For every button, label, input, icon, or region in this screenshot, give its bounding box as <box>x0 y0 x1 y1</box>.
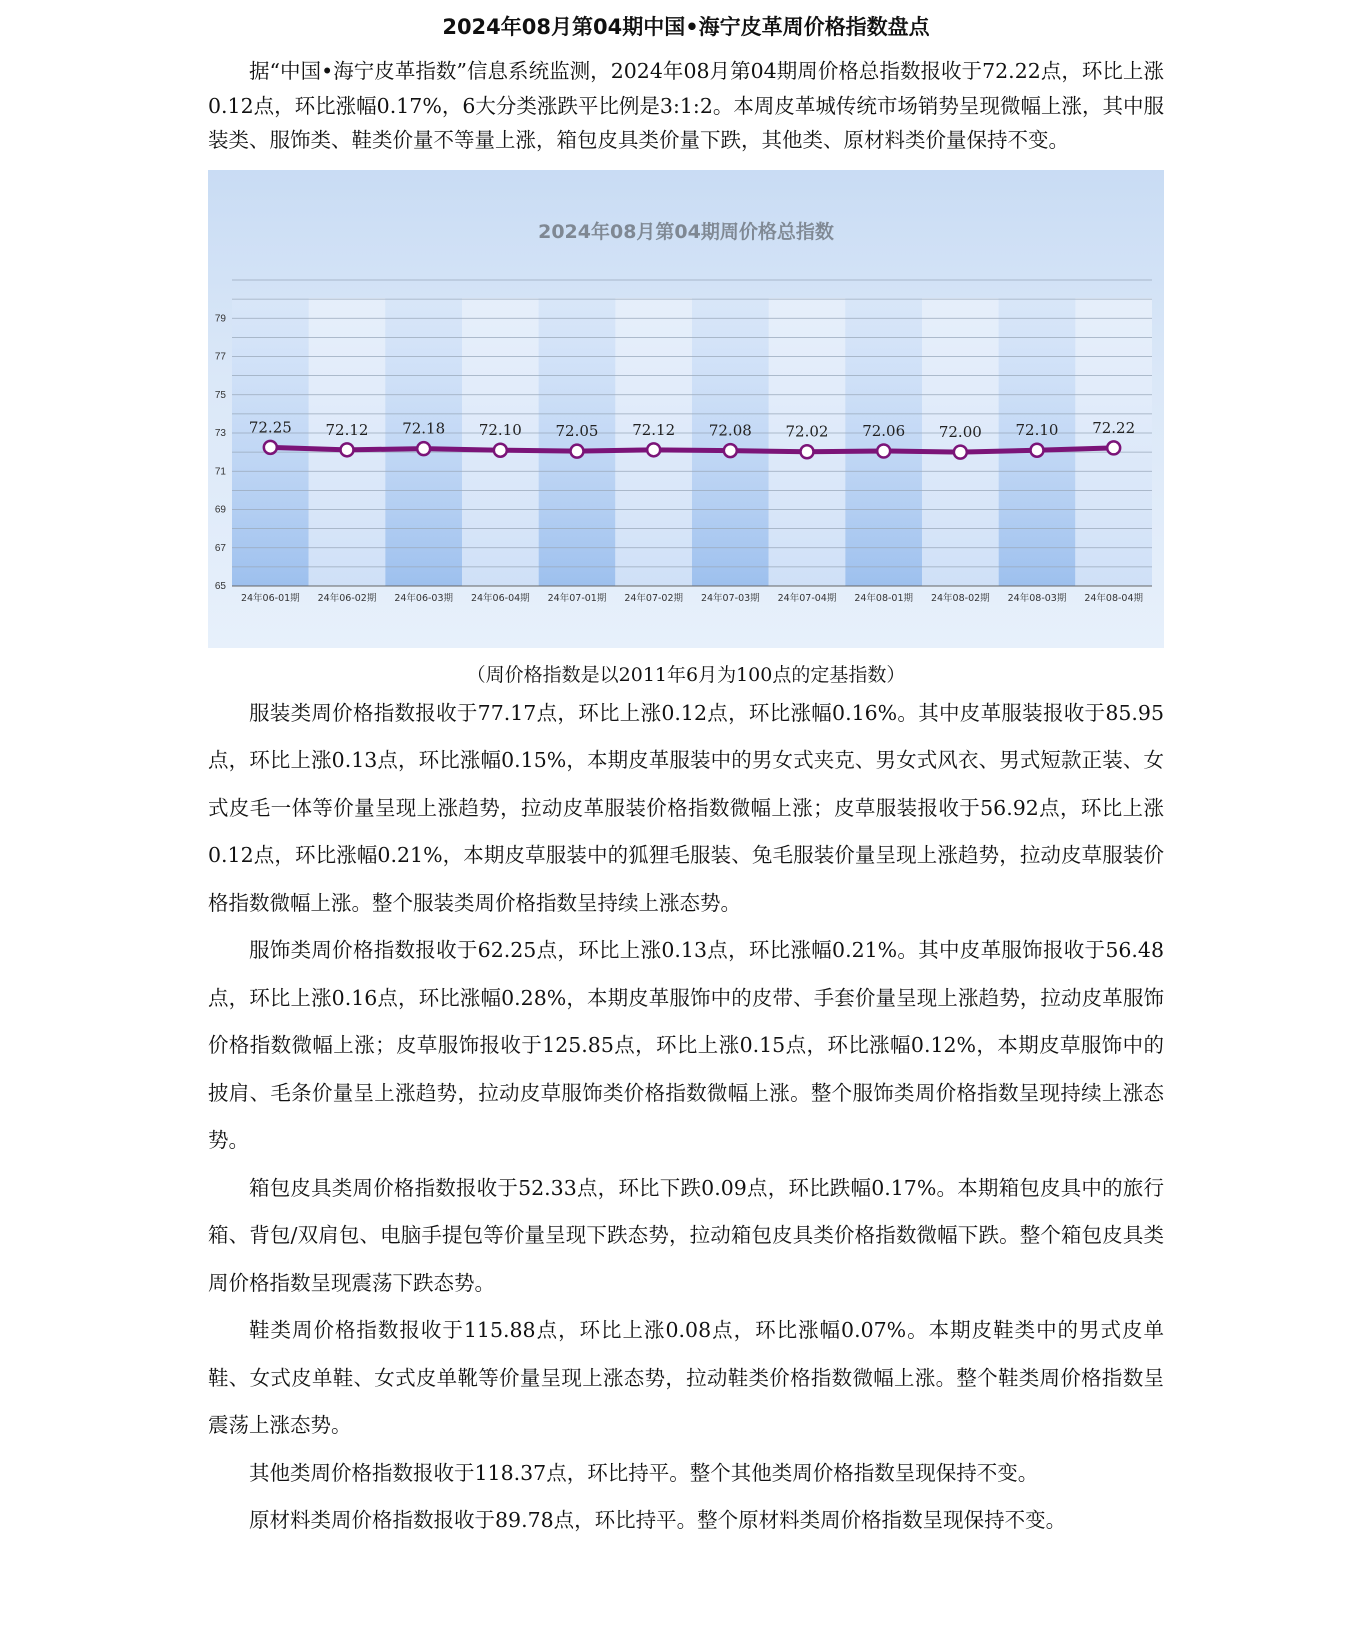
column-band <box>462 298 539 586</box>
x-tick-label: 24年08-04期 <box>1084 592 1144 604</box>
column-band <box>309 298 386 586</box>
data-label: 72.06 <box>862 421 906 440</box>
x-tick-label: 24年08-02期 <box>930 592 990 604</box>
data-label: 72.05 <box>555 421 599 440</box>
data-label: 72.10 <box>478 420 522 439</box>
data-point <box>877 444 890 457</box>
data-point <box>1031 443 1044 456</box>
data-label: 72.00 <box>938 422 982 441</box>
column-band <box>845 298 922 586</box>
x-tick-label: 24年07-03期 <box>700 592 760 604</box>
data-label: 72.12 <box>632 420 676 439</box>
clothing-paragraph: 服装类周价格指数报收于77.17点，环比上涨0.12点，环比涨幅0.16%。其中皮革服装报收于85.95点，环比上涨0.13点，环比涨幅0.15%，本期皮革服装中的男女式夹克、男女式风衣、男式短款正装、女式皮毛一体等价量呈现上涨趋势，拉动皮革服装价格指数微幅上涨；皮草服装报收于56.92点，环比上涨0.12点，环比涨幅0.21%，本期皮草服装中的狐狸毛服装、兔毛服装价量呈现上涨趋势，拉动皮草服装价格指数微幅上涨。整个服装类周价格指数呈持续上涨态势。 <box>208 700 1164 915</box>
other-paragraph: 其他类周价格指数报收于118.37点，环比持平。整个其他类周价格指数呈现保持不变。 <box>249 1460 1039 1485</box>
data-label: 72.08 <box>708 421 752 440</box>
data-label: 72.22 <box>1092 418 1136 437</box>
data-point <box>494 443 507 456</box>
data-point <box>264 440 277 453</box>
chart-svg <box>208 170 1164 648</box>
y-tick-label: 69 <box>214 504 226 515</box>
x-tick-label: 24年06-01期 <box>240 592 300 604</box>
column-band <box>769 298 846 586</box>
data-point <box>724 444 737 457</box>
data-point <box>954 445 967 458</box>
data-point <box>341 443 354 456</box>
accessories-paragraph: 服饰类周价格指数报收于62.25点，环比上涨0.13点，环比涨幅0.21%。其中皮革服饰报收于56.48点，环比上涨0.16点，环比涨幅0.28%，本期皮革服饰中的皮带、手套价量呈现上涨趋势，拉动皮革服饰价格指数微幅上涨；皮草服饰报收于125.85点，环比上涨0.15点，环比涨幅0.12%，本期皮草服饰中的披肩、毛条价量呈上涨趋势，拉动皮草服饰类价格指数微幅上涨。整个服饰类周价格指数呈现持续上涨态势。 <box>208 938 1164 1152</box>
x-tick-label: 24年07-01期 <box>547 592 607 604</box>
x-tick-label: 24年06-02期 <box>317 592 377 604</box>
y-tick-label: 65 <box>214 580 226 592</box>
price-index-chart <box>208 170 1164 648</box>
intro-paragraph: 据“中国•海宁皮革指数”信息系统监测，2024年08月第04期周价格总指数报收于72.22点，环比上涨0.12点，环比涨幅0.17%，6大分类涨跌平比例是3:1:2。本周皮革城传统市场销势呈现微幅上涨，其中服装类、服饰类、鞋类价量不等量上涨，箱包皮具类价量下跌，其他类、原材料类价量保持不变。 <box>208 59 1164 152</box>
column-band <box>615 298 692 586</box>
y-tick-label: 79 <box>214 312 226 324</box>
data-label: 72.18 <box>402 419 446 438</box>
x-tick-label: 24年07-02期 <box>624 592 684 604</box>
y-tick-label: 67 <box>214 542 226 554</box>
column-band <box>999 298 1076 586</box>
data-point <box>417 442 430 455</box>
chart-caption: （周价格指数是以2011年6月为100点的定基指数） <box>466 663 906 686</box>
data-point <box>1107 441 1120 454</box>
page-title: 2024年08月第04期中国•海宁皮革周价格指数盘点 <box>442 15 930 39</box>
document-page <box>208 0 1164 1545</box>
y-tick-label: 75 <box>214 389 226 401</box>
shoes-paragraph: 鞋类周价格指数报收于115.88点，环比上涨0.08点，环比涨幅0.07%。本期皮鞋类中的男式皮单鞋、女式皮单鞋、女式皮单靴等价量呈现上涨态势，拉动鞋类价格指数微幅上涨。整个鞋类周价格指数呈震荡上涨态势。 <box>208 1318 1164 1437</box>
bags-paragraph: 箱包皮具类周价格指数报收于52.33点，环比下跌0.09点，环比跌幅0.17%。本期箱包皮具中的旅行箱、背包/双肩包、电脑手提包等价量呈现下跌态势，拉动箱包皮具类价格指数微幅下跌。整个箱包皮具类周价格指数呈现震荡下跌态势。 <box>208 1175 1164 1295</box>
y-tick-label: 77 <box>214 351 226 362</box>
chart-title: 2024年08月第04期周价格总指数 <box>538 220 834 243</box>
y-tick-label: 71 <box>214 465 226 477</box>
data-label: 72.25 <box>248 417 292 436</box>
column-band <box>922 298 999 586</box>
raw-materials-paragraph: 原材料类周价格指数报收于89.78点，环比持平。整个原材料类周价格指数呈现保持不变。 <box>249 1508 1067 1532</box>
data-label: 72.12 <box>325 420 369 439</box>
data-label: 72.10 <box>1015 420 1059 439</box>
data-point <box>801 445 814 458</box>
x-tick-label: 24年08-03期 <box>1007 592 1067 604</box>
data-point <box>647 443 660 456</box>
y-tick-label: 73 <box>214 427 226 439</box>
data-point <box>571 444 584 457</box>
x-tick-label: 24年08-01期 <box>854 592 914 604</box>
x-tick-label: 24年07-04期 <box>777 592 837 604</box>
x-tick-label: 24年06-04期 <box>470 592 530 604</box>
column-band <box>539 298 616 586</box>
x-tick-label: 24年06-03期 <box>394 592 454 604</box>
data-label: 72.02 <box>785 422 829 441</box>
column-band <box>692 298 769 586</box>
